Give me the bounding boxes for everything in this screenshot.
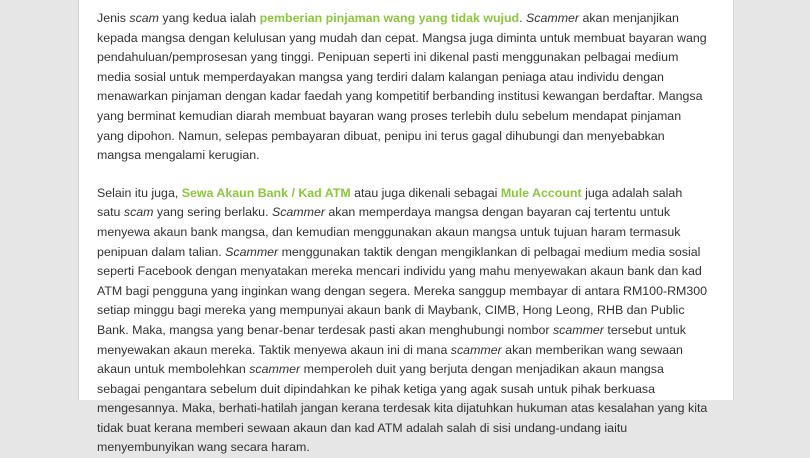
- paragraph-loan-scam: [97, 9, 709, 166]
- article-page: [78, 0, 734, 455]
- term-scammer: Scammer: [225, 244, 279, 259]
- term-scam: scam: [129, 11, 159, 25]
- term-scammer: scammer: [450, 342, 502, 357]
- text-span: juga adalah salah satu: [97, 185, 683, 220]
- text-span: memperoleh duit yang berjuta dengan menjadikan akaun mangsa sebagai pengantara sebelum duit dipindahkan ke pihak ketiga yang agak susah untuk pihak berkuasa mengesannya. Maka, berhati-hatilah jangan kerana terdesak kita dijatuhkan hukuman atas kesalahan yang kita tidak buat kerana memberi sewaan akaun dan kad ATM adalah salah di sisi undang-undang iaitu menyembunyikan wang secara haram.: [97, 362, 708, 455]
- text-span: yang sering berlaku.: [153, 205, 272, 220]
- term-scammer: scammer: [552, 322, 604, 337]
- text-span: Jenis: [97, 11, 130, 25]
- article-body: [97, 9, 709, 458]
- term-scammer: scammer: [249, 362, 301, 377]
- paragraph-mule-account: [97, 184, 709, 458]
- text-span: menggunakan taktik dengan mengiklankan di pelbagai medium media sosial seperti Facebook dengan menyatakan mereka mencari individu yang mahu menyewakan akaun bank dan kad ATM bagi pengguna yang inginkan wang dengan segera. Mereka sanggup membayar di antara RM100-RM300 setiap minggu bagi mereka yang mempunyai akaun bank di Maybank, CIMB, Hong Leong, RHB dan Public Bank. Maka, mangsa yang benar-benar terdesak pasti akan menghubungi nombor: [97, 244, 708, 337]
- term-scammer: Scammer: [271, 205, 325, 220]
- text-span: atau juga dikenali sebagai: [350, 185, 501, 200]
- text-span: akan memperdaya mangsa dengan bayaran caj tertentu untuk menyewa akaun bank mangsa, dan kemudian menggunakan akaun mangsa untuk tujuan haram termasuk penipuan dalam talian.: [97, 205, 681, 259]
- highlight-mule-account: Mule Account: [500, 185, 582, 200]
- text-span: akan menjanjikan kepada mangsa dengan kelulusan yang mudah dan cepat. Mangsa juga diminta untuk membuat bayaran wang pendahuluan/pemprosesan yang tinggi. Penipuan seperti ini dikenal pasti menggunakan pelbagai medium media sosial untuk memperdayakan mangsa yang terdiri dalam kalangan peniaga atau individu dengan menawarkan pinjaman dengan kadar faedah yang kompetitif berbanding institusi kewangan berdaftar. Mangsa yang berminat kemudian diarah membuat bayaran wang proses terlebih dulu sebelum mendapat pinjaman yang dipohon. Namun, selepas pembayaran dibuat, penipu ini terus gagal dihubungi dan menyebabkan mangsa mengalami kerugian.: [97, 11, 707, 163]
- term-scammer: Scammer: [526, 11, 580, 25]
- text-span: .: [519, 11, 527, 25]
- text-span: akan memberikan wang sewaan akaun untuk membolehkan: [97, 342, 683, 377]
- term-scam: scam: [123, 205, 154, 220]
- text-span: Selain itu juga,: [97, 185, 182, 200]
- text-span: tersebut untuk menyewakan akaun mereka. Taktik menyewa akaun ini di mana: [97, 322, 686, 357]
- text-span: yang kedua ialah: [158, 11, 260, 25]
- highlight-fake-loan: pemberian pinjaman wang yang tidak wujud: [259, 11, 520, 25]
- highlight-rent-bank-account: Sewa Akaun Bank / Kad ATM: [181, 185, 351, 200]
